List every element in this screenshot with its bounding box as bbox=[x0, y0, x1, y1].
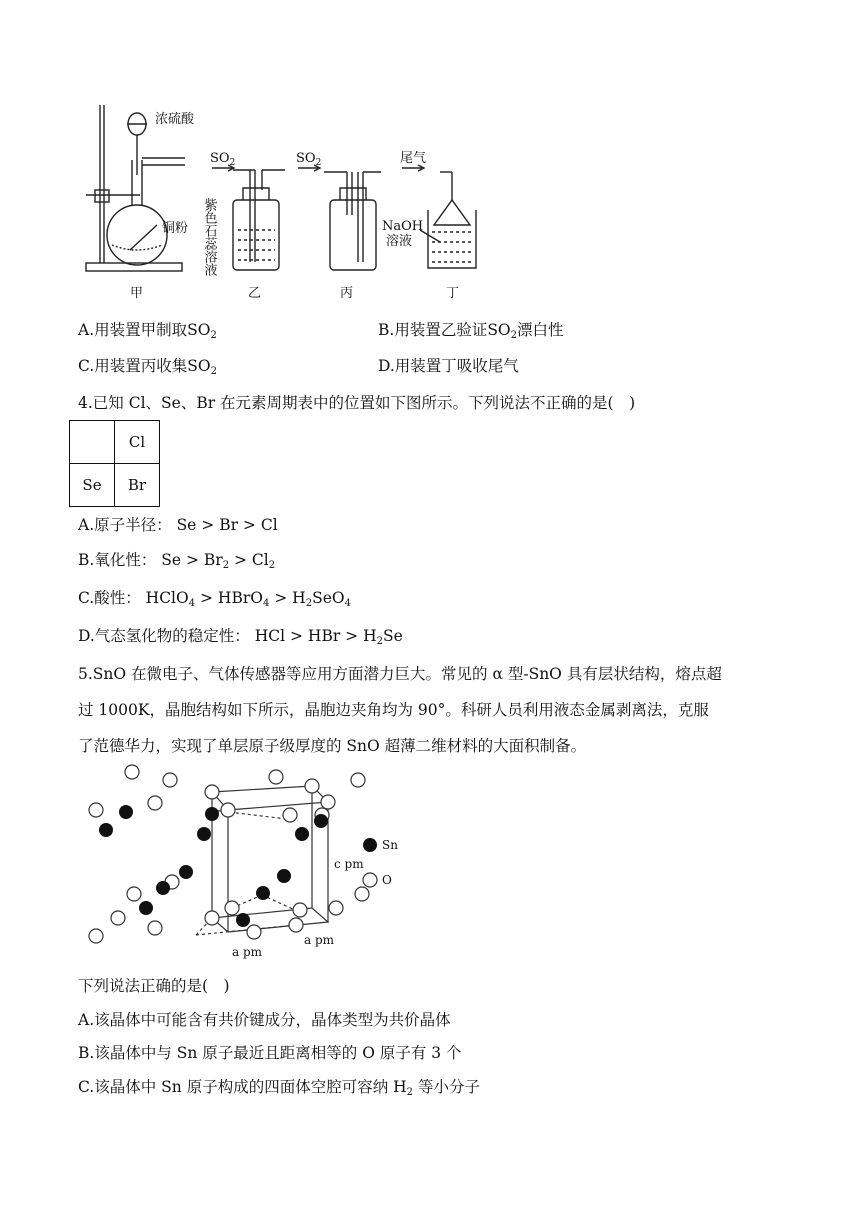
q5-option-c: C.该晶体中 Sn 原子构成的四面体空腔可容纳 $H_2$ 等小分子 bbox=[78, 1078, 480, 1098]
label-so2-1: SO bbox=[210, 151, 230, 166]
label-so2-2: SO bbox=[296, 151, 316, 166]
q4-option-b: B.氧化性： $Se > Br_2 > Cl_2$ bbox=[78, 551, 276, 571]
q3-option-c: C.用装置丙收集$SO_2$ bbox=[78, 357, 217, 377]
label-a-pm-2: a pm bbox=[232, 945, 263, 959]
q5-stem-line2: 过 1000K，晶胞结构如下所示，晶胞边夹角均为 90°。科研人员利用液态金属剥离法，克服 bbox=[78, 701, 709, 719]
label-a-pm-1: a pm bbox=[304, 933, 335, 947]
apparatus-figure bbox=[0, 0, 860, 310]
label-litmus: 紫色石蕊溶液 bbox=[201, 198, 217, 276]
q3-option-b: B.用装置乙验证$SO_2$漂白性 bbox=[378, 321, 564, 341]
label-bing: 丙 bbox=[340, 286, 354, 301]
q3-option-d: D.用装置丁吸收尾气 bbox=[378, 357, 519, 375]
q4-option-a: A.原子半径： Se > Br > Cl bbox=[78, 516, 278, 534]
q5-question: 下列说法正确的是( ) bbox=[78, 977, 230, 995]
legend-o: O bbox=[382, 873, 392, 887]
cell-cl: Cl bbox=[115, 421, 160, 464]
cell-br: Br bbox=[115, 464, 160, 507]
legend-sn: Sn bbox=[382, 838, 398, 852]
label-copper: 铜粉 bbox=[162, 221, 189, 236]
label-acid: 浓硫酸 bbox=[155, 112, 195, 127]
svg-text:SO2: $SO_2$ bbox=[296, 151, 322, 168]
label-c-pm: c pm bbox=[334, 857, 364, 871]
q5-option-b: B.该晶体中与 Sn 原子最近且距离相等的 O 原子有 3 个 bbox=[78, 1044, 462, 1062]
label-jia: 甲 bbox=[130, 286, 144, 301]
label-naoh: NaOH bbox=[382, 219, 424, 234]
cell-se: Se bbox=[70, 464, 115, 507]
q5-option-a: A.该晶体中可能含有共价键成分，晶体类型为共价晶体 bbox=[78, 1011, 451, 1029]
q3-option-a: A.用装置甲制取$SO_2$ bbox=[78, 321, 217, 341]
q4-option-c: C.酸性： HClO$_4$ > HBrO$_4$ > $H_2SeO_4$ bbox=[78, 589, 351, 609]
label-tail-gas: 尾气 bbox=[400, 151, 427, 166]
periodic-table-fragment bbox=[69, 420, 160, 507]
q5-stem-line1: 5.SnO 在微电子、气体传感器等应用方面潜力巨大。常见的 α 型-SnO 具有层状结构，熔点超 bbox=[78, 665, 722, 683]
svg-text:SO2: $SO_2$ bbox=[210, 151, 236, 168]
q4-stem: 4.已知 Cl、Se、Br 在元素周期表中的位置如下图所示。下列说法不正确的是( ) bbox=[78, 394, 636, 412]
label-naoh-solution: 溶液 bbox=[386, 234, 413, 249]
q5-stem-line3: 了范德华力，实现了单层原子级厚度的 SnO 超薄二维材料的大面积制备。 bbox=[78, 737, 587, 755]
q4-option-d: D.气态氢化物的稳定性： HCl > HBr > $H_2Se$ bbox=[78, 627, 403, 647]
label-yi: 乙 bbox=[248, 286, 262, 301]
crystal-structure-figure bbox=[0, 760, 860, 960]
label-ding: 丁 bbox=[446, 286, 460, 301]
